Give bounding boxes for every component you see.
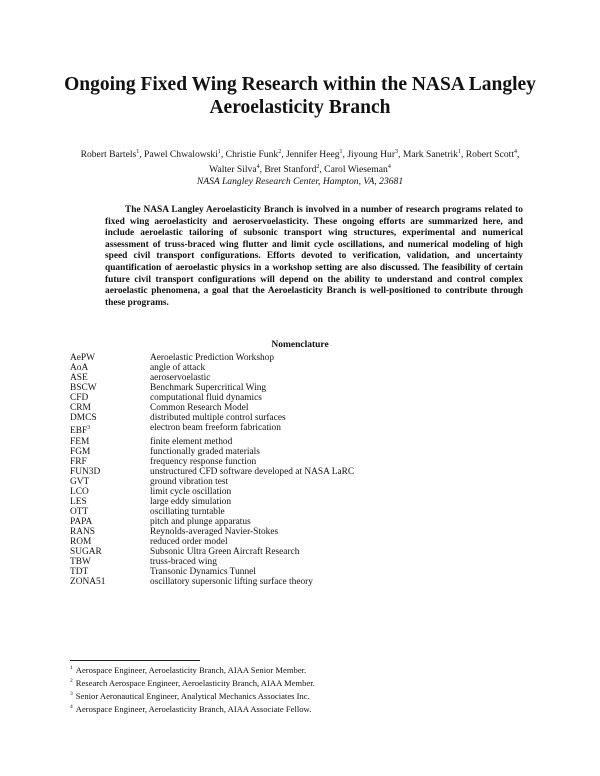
nomenclature-row [70,507,530,517]
nomenclature-definition: angle of attack [150,363,206,374]
nomenclature-definition: Transonic Dynamics Tunnel [150,567,256,578]
nomenclature-definition: Benchmark Supercritical Wing [150,383,267,394]
abbr-text: FRF [70,456,87,467]
nomenclature-definition: Aeroelastic Prediction Workshop [150,353,275,363]
nomenclature-definition: oscillating turntable [150,506,225,517]
nomenclature-row [70,437,530,447]
abbr-text: RANS [70,526,96,537]
author-name: Jennifer Heeg [285,149,340,161]
abbr-text: DMCS [70,413,97,424]
author-affiliation-mark: 4 [387,164,391,171]
nomenclature-abbr [70,547,150,557]
paper-title: Ongoing Fixed Wing Research within the NASA Langley Aeroelasticity Branch [64,74,536,118]
footnote-divider [70,660,200,661]
nomenclature-definition: frequency response function [150,456,257,467]
footnotes [70,663,530,715]
nomenclature-row [70,567,530,577]
abbr-text: LCO [70,486,89,497]
author-affiliation-mark: 1 [457,149,461,155]
nomenclature-row [70,477,530,487]
nomenclature-abbr [70,467,150,477]
nomenclature-row [70,413,530,423]
nomenclature-row [70,353,530,363]
nomenclature-definition: truss-braced wing [150,557,217,568]
author-block [50,146,550,188]
nomenclature-definition: finite element method [150,436,233,447]
nomenclature-abbr [70,393,150,403]
nomenclature-abbr [70,413,150,423]
nomenclature-abbr [70,423,150,436]
nomenclature-abbr [70,403,150,413]
footnote-number: 3 [70,691,73,698]
footnote-text: Senior Aeronautical Engineer, Analytical Mechanics Associates Inc. [75,690,310,701]
nomenclature-abbr [70,517,150,527]
nomenclature-row [70,497,530,507]
nomenclature-definition: Common Research Model [150,403,249,414]
footnote [70,663,530,676]
nomenclature-row [70,373,530,383]
nomenclature-abbr [70,497,150,507]
nomenclature-row [70,383,530,393]
footnote-number: 2 [70,678,73,685]
footnote-text: Research Aerospace Engineer, Aeroelasticity Branch, AIAA Member. [75,677,315,688]
author-name: Robert Bartels [80,149,137,161]
nomenclature-row [70,457,530,467]
nomenclature-row [70,447,530,457]
nomenclature-row [70,363,530,373]
abbr-text: TBW [70,557,91,568]
author-name: Robert Scott [465,149,515,161]
author-name: Jiyoung Hur [347,149,396,161]
author-name: Bret Stanford [264,164,317,176]
abbr-text: FUN3D [70,466,101,477]
author-name: Pawel Chwalowski [144,149,218,161]
nomenclature-abbr [70,437,150,447]
author-affiliation-mark: 1 [339,149,343,155]
nomenclature-row [70,487,530,497]
nomenclature-abbr [70,557,150,567]
author-affiliation-mark: 3 [395,149,399,155]
abbr-text: AePW [70,353,95,363]
abbr-text: ROM [70,536,92,547]
nomenclature-abbr [70,507,150,517]
nomenclature-row [70,403,530,413]
nomenclature-abbr [70,373,150,383]
abbr-text: FEM [70,436,90,447]
footnote [70,689,530,702]
footnote [70,676,530,689]
footnote [70,702,530,715]
abbr-text: AoA [70,363,89,374]
nomenclature-definition: unstructured CFD software developed at NASA LaRC [150,466,355,477]
nomenclature-abbr [70,537,150,547]
nomenclature-row [70,467,530,477]
nomenclature-definition: electron beam freeform fabrication [150,423,281,434]
abbr-text: FGM [70,446,91,457]
author-affiliation-mark: 4 [256,164,260,171]
affiliation: NASA Langley Research Center, Hampton, VA, 23681 [196,176,404,188]
abbr-text: CRM [70,403,91,414]
author-name: Walter Silva [209,164,257,176]
abbr-text: SUGAR [70,547,102,558]
nomenclature-abbr [70,477,150,487]
author-affiliation-mark: 2 [316,164,320,171]
nomenclature-row [70,527,530,537]
author-affiliation-mark: 2 [278,149,282,155]
footnote-number: 1 [70,665,73,671]
abbr-text: BSCW [70,383,97,394]
nomenclature-definition: pitch and plunge apparatus [150,516,251,527]
author-affiliation-mark: 4 [514,149,518,155]
nomenclature-row [70,547,530,557]
nomenclature-row [70,423,530,436]
nomenclature-definition: reduced order model [150,536,228,547]
nomenclature-row [70,537,530,547]
nomenclature-abbr [70,363,150,373]
abbr-text: PAPA [70,516,93,527]
author-name: Carol Wieseman [324,164,388,176]
abbr-text: EBF [70,426,88,437]
nomenclature-abbr [70,577,150,587]
abbr-text: CFD [70,393,89,404]
nomenclature-row [70,557,530,567]
abbr-footnote-mark: 3 [87,425,91,432]
nomenclature-definition: aeroservoelastic [150,373,211,384]
nomenclature-definition: functionally graded materials [150,446,260,457]
nomenclature-abbr [70,527,150,537]
nomenclature-abbr [70,447,150,457]
author-affiliation-mark: 1 [136,149,140,155]
nomenclature-definition: large eddy simulation [150,496,232,507]
author-affiliation-mark: 1 [217,149,221,155]
nomenclature-definition: limit cycle oscillation [150,486,232,497]
abbr-text: OTT [70,506,89,517]
abstract: The NASA Langley Aeroelasticity Branch is involved in a number of research programs related to fixed wing aeroelasticity and aeroservoelasticity. These ongoing efforts are summarized here, and include aeroelastic tailoring of subsonic transport wing structures, experimental and numerical assessment of truss-braced wing flutter and limit cycle oscillations, and numerical modeling of high speed civil transport configurations. Efforts devoted to verification, validation, and uncertainty quantification of aeroelastic physics in a workshop setting are also discussed. The feasibility of certain future civil transport configurations will depend on the ability to understand and control complex aeroelastic phenomena, a goal that the Aeroelasticity Branch is well-positioned to contribute through these programs. [105,205,523,308]
abbr-text: ZONA51 [70,577,106,588]
nomenclature-abbr [70,457,150,467]
nomenclature-definition: distributed multiple control surfaces [150,413,286,424]
nomenclature-row [70,577,530,587]
abbr-text: TDT [70,567,89,578]
author-name: Mark Sanetrik [402,149,458,161]
nomenclature-abbr [70,353,150,363]
nomenclature-list [70,353,530,587]
footnote-text: Aerospace Engineer, Aeroelasticity Branch, AIAA Associate Fellow. [75,704,312,715]
nomenclature-row [70,517,530,527]
nomenclature-abbr [70,487,150,497]
nomenclature-definition: Subsonic Ultra Green Aircraft Research [150,547,300,558]
author-list: Robert Bartels$^1$, Pawel Chwalowski$^1$, Christie Funk$^2$, Jennifer Heeg$^1$, Jiyoung Hur$^3$, Mark Sanetrik$^1$, Robert Scott$^4$, Walter Silva$^4$, Bret Stanford$^2$, Carol Wieseman$^4$ [80,149,520,176]
author-name: Christie Funk [225,149,279,161]
footnote-text: Aerospace Engineer, Aeroelasticity Branch, AIAA Senior Member. [75,664,307,675]
nomenclature-abbr [70,383,150,393]
nomenclature-row [70,393,530,403]
footnote-number: 4 [70,704,73,711]
abbr-text: LES [70,496,87,507]
nomenclature-heading: Nomenclature [271,340,329,350]
nomenclature-definition: ground vibration test [150,476,229,487]
nomenclature-definition: Reynolds-averaged Navier-Stokes [150,526,279,537]
abbr-text: GVT [70,476,90,487]
abbr-text: ASE [70,373,88,384]
nomenclature-definition: computational fluid dynamics [150,393,262,404]
nomenclature-abbr [70,567,150,577]
nomenclature-definition: oscillatory supersonic lifting surface theory [150,577,313,588]
